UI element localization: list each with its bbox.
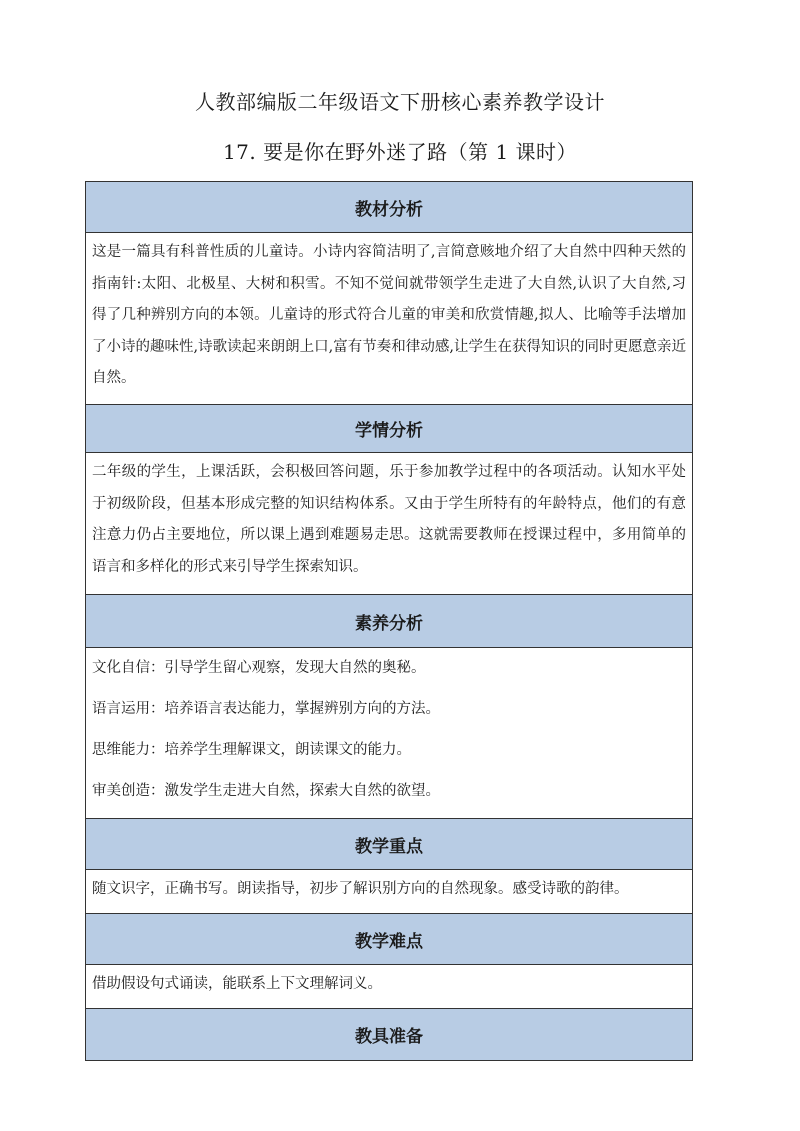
section-header-teaching-focus [86,819,692,870]
section-heading: 学情分析 [355,421,423,441]
section-body-teaching-focus: 随文识字，正确书写。朗读指导，初步了解识别方向的自然现象。感受诗歌的韵律。 [86,870,692,914]
lesson-title: 17. 要是你在野外迷了路（第 1 课时） [222,140,578,164]
section-header-teaching-aids [86,1009,692,1060]
section-heading: 教材分析 [355,199,423,220]
section-body-student-analysis: 二年级的学生，上课活跃，会积极回答问题，乐于参加教学过程中的各项活动。认知水平处于初级阶段，但基本形成完整的知识结构体系。又由于学生所特有的年龄特点，他们的有意注意力仍占主要地位，所以课上遇到难题易走思。这就需要教师在授课过程中，多用简单的语言和多样化的形式来引导学生探索知识。 [86,453,692,595]
section-header-student-analysis [86,405,692,453]
section-header-teaching-difficulty [86,914,692,965]
section-heading: 素养分析 [355,613,423,634]
document-title: 人教部编版二年级语文下册核心素养教学设计 [195,90,605,114]
section-heading: 教学难点 [355,931,423,952]
list-item: 语言运用：培养语言表达能力，掌握辨别方向的方法。 [92,701,440,717]
section-heading: 教学重点 [355,836,423,857]
list-item: 思维能力：培养学生理解课文，朗读课文的能力。 [92,742,411,758]
list-item: 审美创造：激发学生走进大自然，探索大自然的欲望。 [92,783,440,799]
section-header-literacy-analysis [86,595,692,648]
section-body-textbook-analysis: 这是一篇具有科普性质的儿童诗。小诗内容简洁明了,言简意赅地介绍了大自然中四种天然的指南针:太阳、北极星、大树和积雪。不知不觉间就带领学生走进了大自然,认识了大自然,习得了几种辨别方向的本领。儿童诗的形式符合儿童的审美和欣赏情趣,拟人、比喻等手法增加了小诗的趣味性,诗歌读起来朗朗上口,富有节奏和律动感,让学生在获得知识的同时更愿意亲近自然。 [86,233,692,405]
section-heading: 教具准备 [355,1027,423,1047]
list-item: 文化自信：引导学生留心观察，发现大自然的奥秘。 [92,660,426,676]
section-body-literacy-analysis [86,648,692,819]
lesson-plan-table [85,181,693,1061]
section-header-textbook-analysis [86,182,692,233]
section-body-teaching-difficulty: 借助假设句式诵读，能联系上下文理解词义。 [86,965,692,1009]
